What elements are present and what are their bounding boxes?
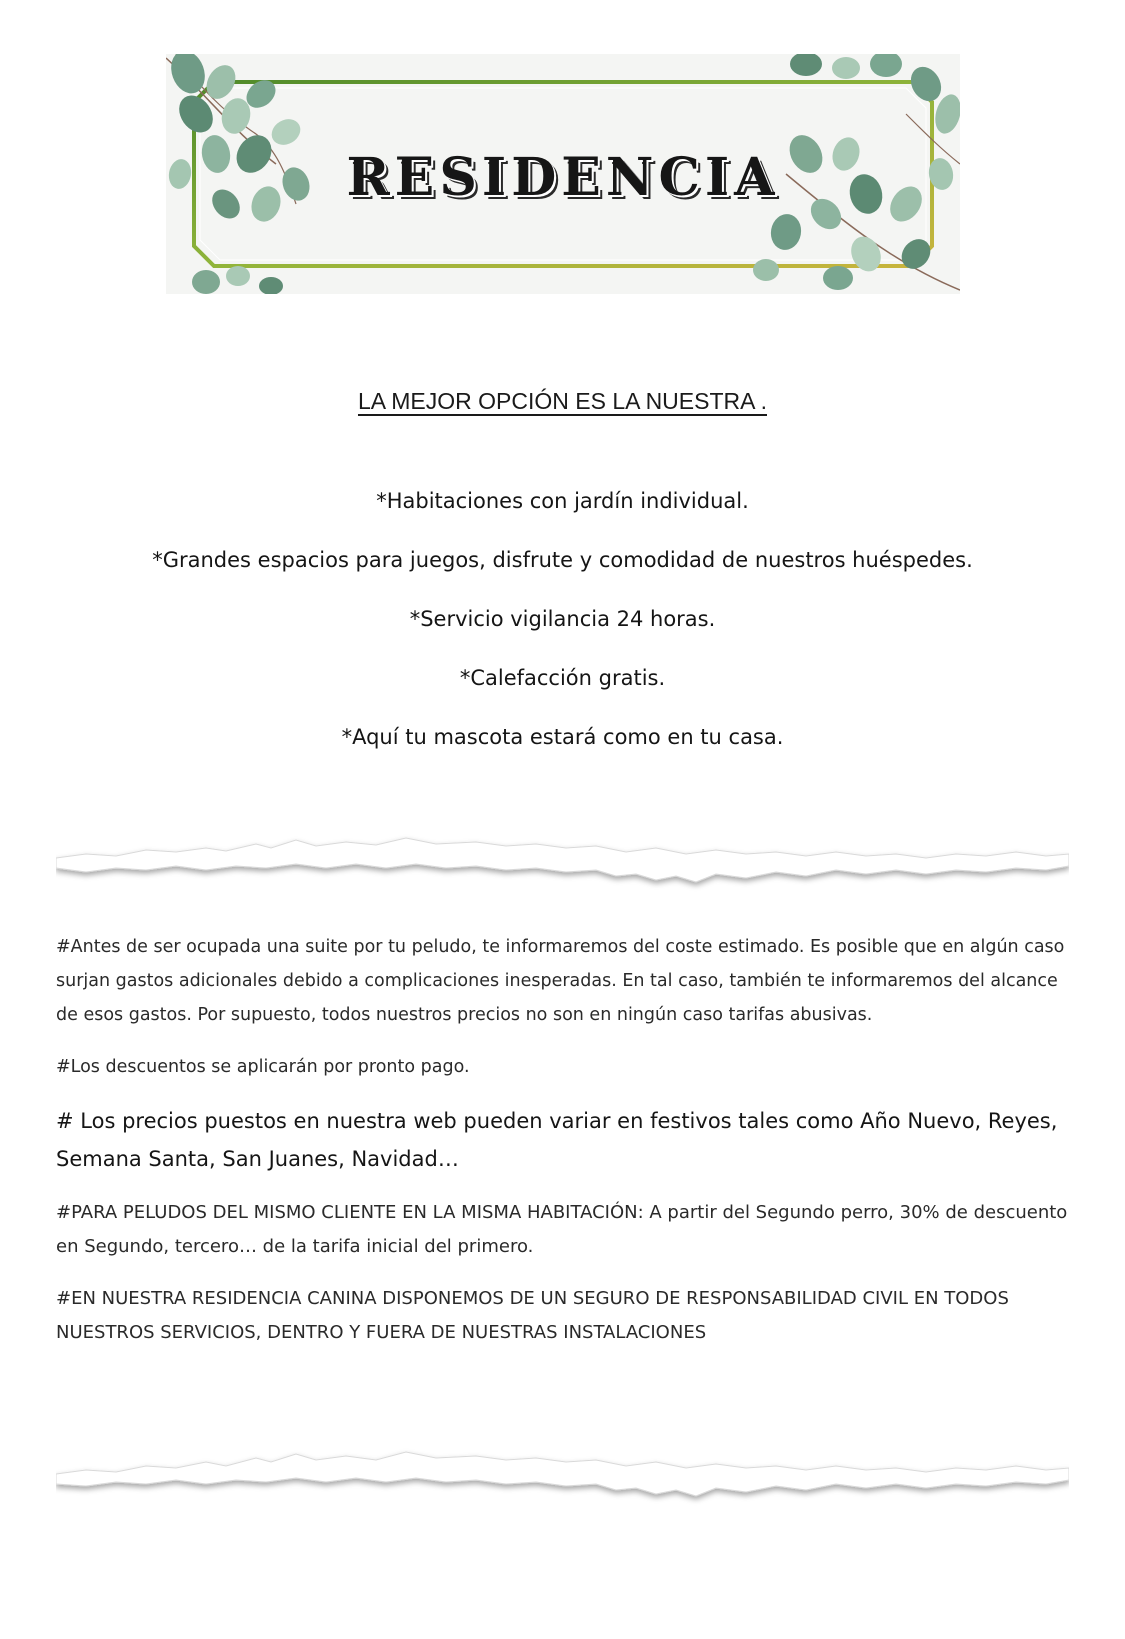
torn-paper-divider xyxy=(56,830,1069,900)
feature-item: *Aquí tu mascota estará como en tu casa. xyxy=(341,725,784,749)
residencia-banner xyxy=(166,54,960,294)
headline: LA MEJOR OPCIÓN ES LA NUESTRA . xyxy=(357,388,767,414)
notes-section xyxy=(56,930,1069,1368)
note-paragraph: #Los descuentos se aplicarán por pronto pago. xyxy=(56,1057,470,1077)
banner-title: RESIDENCIA xyxy=(346,146,780,208)
note-paragraph: # Los precios puestos en nuestra web pueden variar en festivos tales como Año Nuevo, Reyes, Semana Santa, San Juanes, Navidad… xyxy=(56,1109,1058,1171)
torn-paper-divider xyxy=(56,1444,1069,1514)
feature-item: *Servicio vigilancia 24 horas. xyxy=(409,607,716,631)
note-paragraph: #PARA PELUDOS DEL MISMO CLIENTE EN LA MISMA HABITACIÓN: A partir del Segundo perro, 30% de descuento en Segundo, tercero… de la tarifa inicial del primero. xyxy=(56,1202,1068,1257)
note-paragraph: #Antes de ser ocupada una suite por tu peludo, te informaremos del coste estimado. Es posible que en algún caso surjan gastos adicionales debido a complicaciones inesperadas. En tal caso, también te informaremos del alcance de esos gastos. Por supuesto, todos nuestros precios no son en ningún caso tarifas abusivas. xyxy=(56,937,1065,1025)
feature-item: *Habitaciones con jardín individual. xyxy=(376,489,749,513)
feature-item: *Grandes espacios para juegos, disfrute y comodidad de nuestros huéspedes. xyxy=(152,548,973,572)
feature-item: *Calefacción gratis. xyxy=(459,666,666,690)
feature-list xyxy=(0,486,1125,781)
note-paragraph: #EN NUESTRA RESIDENCIA CANINA DISPONEMOS DE UN SEGURO DE RESPONSABILIDAD CIVIL EN TODOS NUESTROS SERVICIOS, DENTRO Y FUERA DE NUESTRAS INSTALACIONES xyxy=(56,1288,1009,1343)
